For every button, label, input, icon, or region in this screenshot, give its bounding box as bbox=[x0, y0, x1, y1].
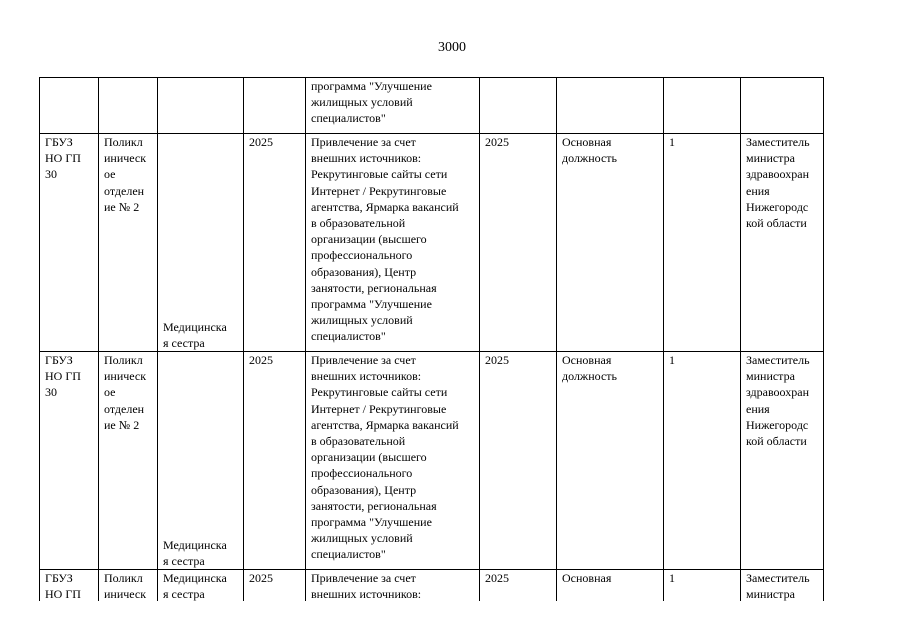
cell-position bbox=[158, 78, 244, 134]
cell-deadline: 2025 bbox=[480, 570, 557, 602]
cell-method: Привлечение за счет внешних источников: bbox=[306, 570, 480, 602]
cell-year: 2025 bbox=[244, 352, 306, 570]
cell-method: программа "Улучшение жилищных условий специалистов" bbox=[306, 78, 480, 134]
table-row bbox=[40, 134, 824, 352]
cell-responsible: Заместитель министра здравоохран ения Нижегородс кой области bbox=[741, 134, 824, 352]
cell-type: Основная должность bbox=[557, 352, 664, 570]
cell-unit: Поликл иническ ое отделен ие № 2 bbox=[99, 352, 158, 570]
cell-method: Привлечение за счет внешних источников: Рекрутинговые сайты сети Интернет / Рекрутинговые агентства, Ярмарка вакансий в образовательной организации (высшего профессионального образования), Центр занятости, региональная программа "Улучшение жилищных условий специалистов" bbox=[306, 134, 480, 352]
cell-org: ГБУЗ НО ГП bbox=[40, 570, 99, 602]
cell-deadline bbox=[480, 78, 557, 134]
cell-unit: Поликл иническ bbox=[99, 570, 158, 602]
cell-year bbox=[244, 78, 306, 134]
page-number: 3000 bbox=[438, 40, 466, 55]
cell-org: ГБУЗ НО ГП 30 bbox=[40, 352, 99, 570]
cell-count: 1 bbox=[664, 134, 741, 352]
cell-count bbox=[664, 78, 741, 134]
cell-year: 2025 bbox=[244, 134, 306, 352]
cell-year: 2025 bbox=[244, 570, 306, 602]
cell-type: Основная должность bbox=[557, 134, 664, 352]
cell-responsible bbox=[741, 78, 824, 134]
cell-org: ГБУЗ НО ГП 30 bbox=[40, 134, 99, 352]
cell-unit: Поликл иническ ое отделен ие № 2 bbox=[99, 134, 158, 352]
cell-type: Основная bbox=[557, 570, 664, 602]
cell-position: Медицинска я сестра bbox=[158, 352, 244, 570]
cell-method: Привлечение за счет внешних источников: Рекрутинговые сайты сети Интернет / Рекрутинговые агентства, Ярмарка вакансий в образовательной организации (высшего профессионального образования), Центр занятости, региональная программа "Улучшение жилищных условий специалистов" bbox=[306, 352, 480, 570]
cell-org bbox=[40, 78, 99, 134]
cell-unit bbox=[99, 78, 158, 134]
cell-deadline: 2025 bbox=[480, 352, 557, 570]
table-row bbox=[40, 352, 824, 570]
cell-position: Медицинска я сестра bbox=[158, 570, 244, 602]
table-row bbox=[40, 78, 824, 134]
cell-count: 1 bbox=[664, 352, 741, 570]
cell-deadline: 2025 bbox=[480, 134, 557, 352]
cell-position: Медицинска я сестра bbox=[158, 134, 244, 352]
cell-count: 1 bbox=[664, 570, 741, 602]
cell-type bbox=[557, 78, 664, 134]
table-row bbox=[40, 570, 824, 602]
cell-responsible: Заместитель министра bbox=[741, 570, 824, 602]
staffing-table bbox=[39, 77, 824, 601]
cell-responsible: Заместитель министра здравоохран ения Нижегородс кой области bbox=[741, 352, 824, 570]
